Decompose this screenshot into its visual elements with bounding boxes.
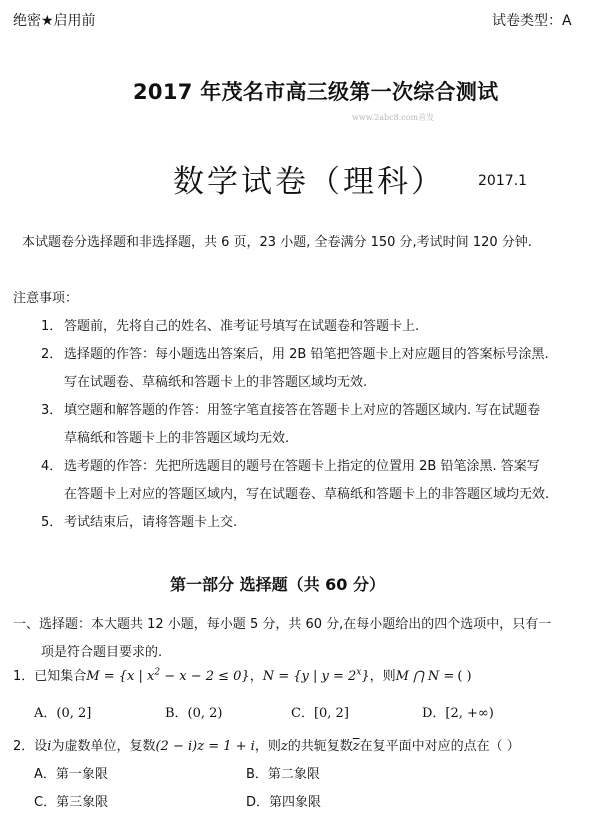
math-equation: (2 − i)z = 1 + i xyxy=(155,739,255,754)
math-intersection: M ⋂ N = xyxy=(395,669,455,684)
subject-title: 数学试卷（理科） xyxy=(173,164,445,200)
option-c: C．[0, 2] xyxy=(291,706,349,721)
note-line: 写在试题卷、草稿纸和答题卡上的非答题区域均无效. xyxy=(64,375,368,390)
note-line: 考试结束后，请将答题卡上交. xyxy=(64,515,238,530)
option-c: C．第三象限 xyxy=(34,795,109,810)
note-number: 1． xyxy=(41,319,63,334)
answer-blank: ( ) xyxy=(457,669,472,684)
note-line: 选考题的作答：先把所选题目的题号在答题卡上指定的位置用 2B 铅笔涂黑. 答案写 xyxy=(64,459,540,474)
math-z-conjugate: $\overline{z}$ xyxy=(352,739,360,754)
note-line: 选择题的作答：每小题选出答案后，用 2B 铅笔把答题卡上对应题目的答案标号涂黑. xyxy=(64,347,549,362)
part-heading: 第一部分 选择题（共 60 分） xyxy=(170,575,385,594)
intro-text: 本试题卷分选择题和非选择题，共 6 页，23 小题, 全卷满分 150 分,考试时间 120 分钟. xyxy=(22,235,532,250)
watermark: www.2abc8.com首发 xyxy=(352,113,435,122)
note-number: 3． xyxy=(41,403,63,418)
exam-title: 2017 年茂名市高三级第一次综合测试 xyxy=(133,80,499,104)
section-instructions-cont: 项是符合题目要求的. xyxy=(41,645,163,660)
math-set-m: M = {x | $x^2 - x - 2 \le 0$} xyxy=(86,667,250,684)
section-instructions: 一、选择题：本大题共 12 小题，每小题 5 分，共 60 分,在每小题给出的四个选项中，只有一 xyxy=(13,617,552,632)
option-d: D．[2, +∞) xyxy=(422,706,494,721)
option-a: A．第一象限 xyxy=(34,767,108,782)
option-a: A．(0, 2] xyxy=(34,706,92,721)
note-line: 填空题和解答题的作答：用签字笔直接答在答题卡上对应的答题区域内. 写在试题卷 xyxy=(64,403,541,418)
question-2: 2．设i为虚数单位，复数(2 − i)z = 1 + i，则z的共轭复数$\overline{z}$在复平面中对应的点在（ ） xyxy=(13,739,520,754)
exam-type-label: 试卷类型：A xyxy=(492,13,572,29)
option-b: B．第二象限 xyxy=(246,767,320,782)
note-number: 5． xyxy=(41,515,63,530)
question-text: 已知集合 xyxy=(34,669,87,684)
option-b: B．(0, 2) xyxy=(165,706,223,721)
math-z: z xyxy=(280,739,288,754)
exam-date: 2017.1 xyxy=(478,173,527,189)
notes-heading: 注意事项： xyxy=(13,291,79,306)
note-line: 在答题卡上对应的答题区域内，写在试题卷、草稿纸和答题卡上的非答题区域均无效. xyxy=(64,487,550,502)
math-set-n: N = {y | $y = 2^x$} xyxy=(262,667,370,684)
math-i: i xyxy=(47,739,52,754)
note-line: 草稿纸和答题卡上的非答题区域均无效. xyxy=(64,431,290,446)
note-number: 4． xyxy=(41,459,63,474)
question-number: 1． xyxy=(13,669,35,684)
question-number: 2． xyxy=(13,739,35,754)
note-number: 2． xyxy=(41,347,63,362)
option-d: D．第四象限 xyxy=(246,795,322,810)
note-line: 答题前，先将自己的姓名、准考证号填写在试题卷和答题卡上. xyxy=(64,319,420,334)
question-1: 1．已知集合M = {x | $x^2 - x - 2 \le 0$}，N = {y | $y = 2^x$}，则M ⋂ N = ( ) xyxy=(13,667,472,684)
classification-label: 绝密★启用前 xyxy=(13,13,96,29)
